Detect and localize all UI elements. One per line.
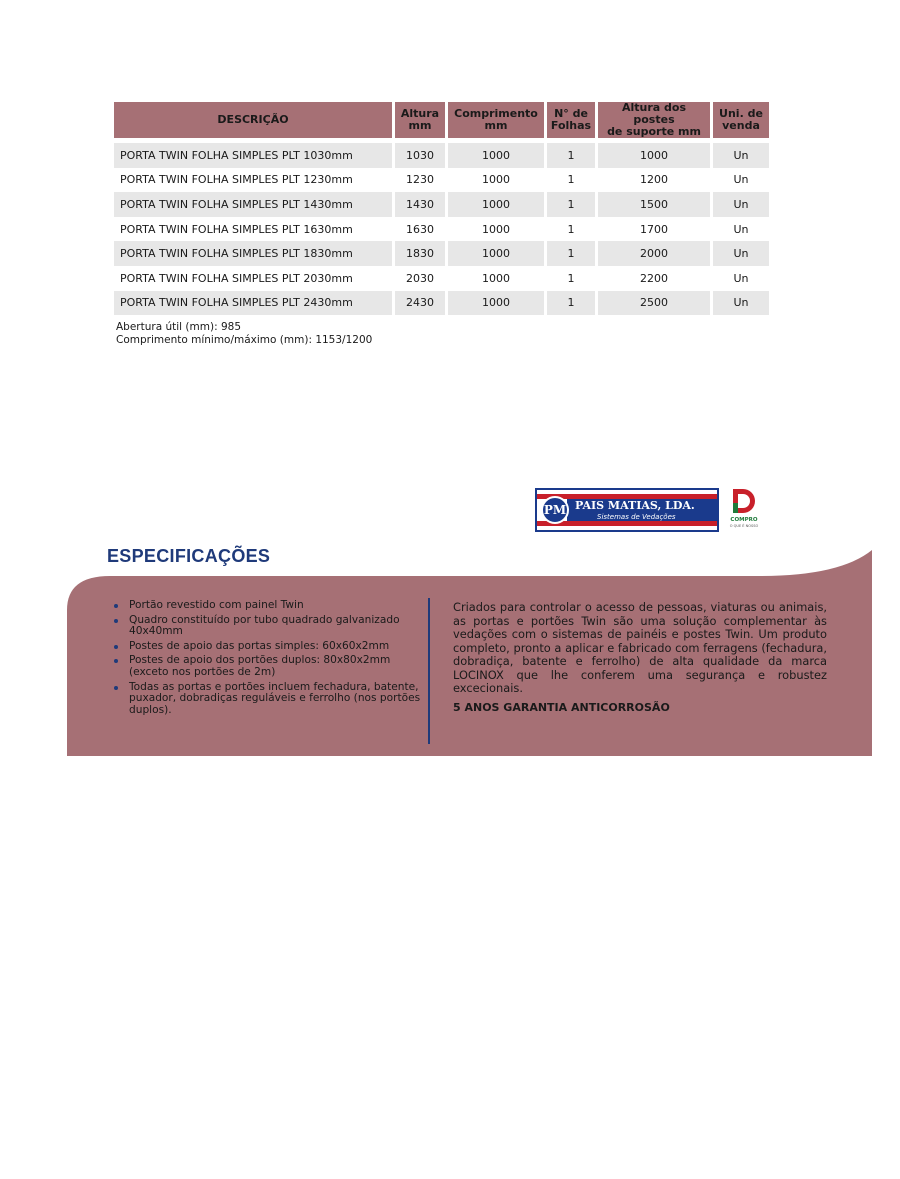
- cell-altura: 2030: [395, 266, 445, 291]
- header-altura: [395, 102, 445, 138]
- header-folhas-line1: N° de: [554, 107, 588, 120]
- logo-stripe-bottom: [537, 521, 717, 526]
- logo-company-name: PAIS MATIAS, LDA.: [575, 499, 695, 512]
- header-uni-line1: Uni. de: [719, 107, 763, 120]
- header-comprimento-line2: mm: [484, 119, 508, 132]
- cell-descricao: PORTA TWIN FOLHA SIMPLES PLT 1230mm: [114, 168, 392, 193]
- header-comprimento-line1: Comprimento: [454, 107, 538, 120]
- table-row: [114, 291, 769, 316]
- cell-postes: 1200: [598, 168, 710, 193]
- cell-postes: 2000: [598, 241, 710, 266]
- cell-descricao: PORTA TWIN FOLHA SIMPLES PLT 1830mm: [114, 241, 392, 266]
- cell-comprimento: 1000: [448, 266, 544, 291]
- cell-altura: 1230: [395, 168, 445, 193]
- specs-title: ESPECIFICAÇÕES: [107, 546, 271, 566]
- header-descricao-label: DESCRIÇÃO: [217, 113, 289, 126]
- cell-uni: Un: [713, 168, 769, 193]
- specs-divider: [428, 598, 430, 744]
- cell-comprimento: 1000: [448, 291, 544, 316]
- table-row: [114, 217, 769, 242]
- note-abertura: Abertura útil (mm): 985: [116, 321, 241, 333]
- note-comprimento: Comprimento mínimo/máximo (mm): 1153/1200: [116, 334, 373, 346]
- table-header-row: [114, 102, 769, 138]
- header-folhas-line2: Folhas: [550, 119, 592, 132]
- list-item: Postes de apoio das portas simples: 60x60x2mm: [112, 641, 430, 653]
- cell-comprimento: 1000: [448, 217, 544, 242]
- list-item: Todas as portas e portões incluem fechadura, batente, puxador, dobradiças reguláveis e ferrolho (nos portões duplos).: [112, 682, 430, 717]
- cell-uni: Un: [713, 217, 769, 242]
- cell-uni: Un: [713, 192, 769, 217]
- table-notes: [116, 321, 372, 347]
- cell-comprimento: 1000: [448, 192, 544, 217]
- header-postes-line2: de suporte mm: [607, 125, 701, 138]
- header-postes: [598, 102, 710, 138]
- cell-folhas: 1: [547, 217, 595, 242]
- cell-altura: 1030: [395, 138, 445, 168]
- pm-emblem-icon: PM: [541, 496, 569, 524]
- specs-list: [112, 600, 430, 719]
- cell-postes: 2200: [598, 266, 710, 291]
- cell-postes: 2500: [598, 291, 710, 316]
- cell-folhas: 1: [547, 291, 595, 316]
- compro-mark-icon: [729, 487, 757, 515]
- cell-descricao: PORTA TWIN FOLHA SIMPLES PLT 1030mm: [114, 138, 392, 168]
- cell-postes: 1000: [598, 138, 710, 168]
- cell-altura: 1830: [395, 241, 445, 266]
- table-row: [114, 266, 769, 291]
- logo-tagline: Sistemas de Vedações: [597, 513, 676, 521]
- header-uni-line2: venda: [722, 119, 760, 132]
- cell-postes: 1500: [598, 192, 710, 217]
- header-comprimento: [448, 102, 544, 138]
- cell-uni: Un: [713, 241, 769, 266]
- cell-comprimento: 1000: [448, 168, 544, 193]
- table-row: [114, 241, 769, 266]
- compro-sub-label: O QUE É NOSSO: [729, 524, 759, 528]
- cell-folhas: 1: [547, 168, 595, 193]
- pais-matias-logo: [535, 488, 719, 532]
- cell-descricao: PORTA TWIN FOLHA SIMPLES PLT 2030mm: [114, 266, 392, 291]
- table-row: [114, 138, 769, 168]
- cell-comprimento: 1000: [448, 241, 544, 266]
- header-altura-line2: mm: [408, 119, 432, 132]
- list-item: Portão revestido com painel Twin: [112, 600, 430, 612]
- header-postes-line1: Altura dos postes: [621, 101, 687, 126]
- cell-uni: Un: [713, 138, 769, 168]
- cell-descricao: PORTA TWIN FOLHA SIMPLES PLT 1630mm: [114, 217, 392, 242]
- cell-folhas: 1: [547, 138, 595, 168]
- header-altura-line1: Altura: [400, 107, 440, 120]
- compro-label: COMPRO: [730, 517, 758, 523]
- compro-logo: [727, 487, 761, 533]
- cell-uni: Un: [713, 291, 769, 316]
- cell-altura: 1430: [395, 192, 445, 217]
- cell-descricao: PORTA TWIN FOLHA SIMPLES PLT 1430mm: [114, 192, 392, 217]
- cell-folhas: 1: [547, 266, 595, 291]
- product-table: [111, 102, 772, 315]
- header-uni: [713, 102, 769, 138]
- header-folhas: [547, 102, 595, 138]
- guarantee-text: 5 ANOS GARANTIA ANTICORROSÃO: [453, 701, 670, 714]
- specs-description: Criados para controlar o acesso de pessoas, viaturas ou animais, as portas e portões Twin são uma solução complementar às vedações com o sistemas de painéis e postes Twin. Um produto completo, pronto a aplicar e fabricado com ferragens (fechadura, dobradiça, batente e ferrolho) de alta qualidade da marca LOCINOX que lhe conferem uma segurança e robustez excecionais.: [453, 600, 827, 695]
- cell-uni: Un: [713, 266, 769, 291]
- header-descricao: [114, 102, 392, 138]
- cell-descricao: PORTA TWIN FOLHA SIMPLES PLT 2430mm: [114, 291, 392, 316]
- cell-comprimento: 1000: [448, 138, 544, 168]
- cell-folhas: 1: [547, 192, 595, 217]
- list-item: Postes de apoio dos portões duplos: 80x80x2mm (exceto nos portões de 2m): [112, 655, 430, 678]
- cell-altura: 1630: [395, 217, 445, 242]
- list-item: Quadro constituído por tubo quadrado galvanizado 40x40mm: [112, 615, 430, 638]
- table-row: [114, 168, 769, 193]
- cell-postes: 1700: [598, 217, 710, 242]
- cell-folhas: 1: [547, 241, 595, 266]
- table-row: [114, 192, 769, 217]
- cell-altura: 2430: [395, 291, 445, 316]
